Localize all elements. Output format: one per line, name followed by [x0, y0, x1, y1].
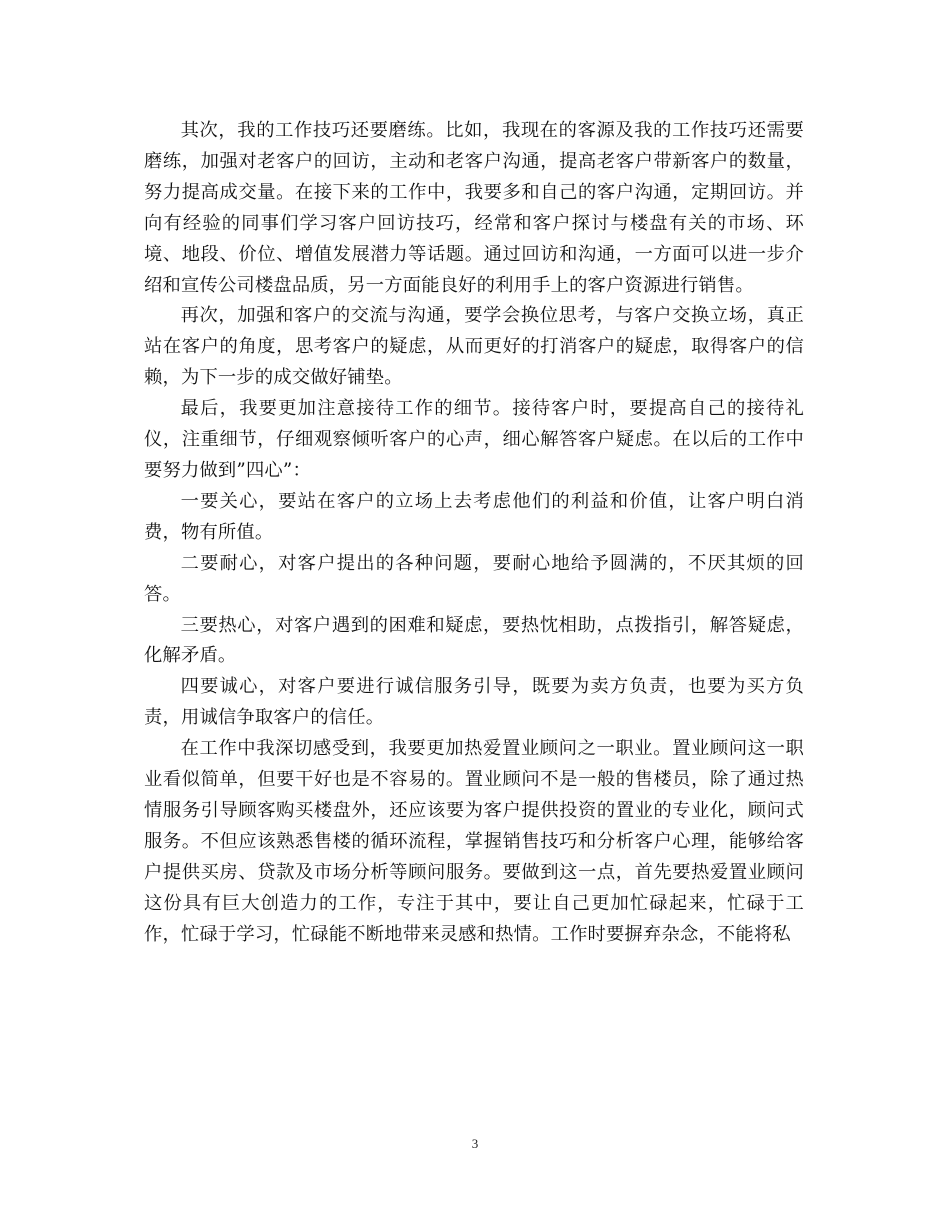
paragraph-7: 四要诚心，对客户要进行诚信服务引导，既要为卖方负责，也要为买方负责，用诚信争取客户的信任。	[144, 676, 804, 729]
paragraph-6: 三要热心，对客户遇到的困难和疑虑，要热忱相助，点拨指引，解答疑虑，化解矛盾。	[144, 614, 804, 667]
paragraph-4: 一要关心，要站在客户的立场上去考虑他们的利益和价值，让客户明白消费，物有所值。	[144, 490, 804, 543]
document-body	[144, 116, 804, 950]
paragraph-5: 二要耐心，对客户提出的各种问题，要耐心地给予圆满的，不厌其烦的回答。	[144, 552, 804, 605]
paragraph-3: 最后，我要更加注意接待工作的细节。接待客户时，要提高自己的接待礼仪，注重细节，仔细观察倾听客户的心声，细心解答客户疑虑。在以后的工作中要努力做到”四心”：	[144, 398, 804, 481]
paragraph-1: 其次，我的工作技巧还要磨练。比如，我现在的客源及我的工作技巧还需要磨练，加强对老客户的回访，主动和老客户沟通，提高老客户带新客户的数量，努力提高成交量。在接下来的工作中，我要多和自己的客户沟通，定期回访。并向有经验的同事们学习客户回访技巧，经常和客户探讨与楼盘有关的市场、环境、地段、价位、增值发展潜力等话题。通过回访和沟通，一方面可以进一步介绍和宣传公司楼盘品质，另一方面能良好的利用手上的客户资源进行销售。	[144, 120, 804, 296]
paragraph-2: 再次，加强和客户的交流与沟通，要学会换位思考，与客户交换立场，真正站在客户的角度，思考客户的疑虑，从而更好的打消客户的疑虑，取得客户的信赖，为下一步的成交做好铺垫。	[144, 305, 804, 389]
page-number: 3	[471, 1136, 479, 1151]
paragraph-8: 在工作中我深切感受到，我要更加热爱置业顾问之一职业。置业顾问这一职业看似简单，但要干好也是不容易的。置业顾问不是一般的售楼员，除了通过热情服务引导顾客购买楼盘外，还应该要为客户提供投资的置业的专业化，顾问式服务。不但应该熟悉售楼的循环流程，掌握销售技巧和分析客户心理，能够给客户提供买房、贷款及市场分析等顾问服务。要做到这一点，首先要热爱置业顾问这份具有巨大创造力的工作，专注于其中，要让自己更加忙碌起来，忙碌于工作，忙碌于学习，忙碌能不断地带来灵感和热情。工作时要摒弃杂念，不能将私	[144, 738, 804, 945]
